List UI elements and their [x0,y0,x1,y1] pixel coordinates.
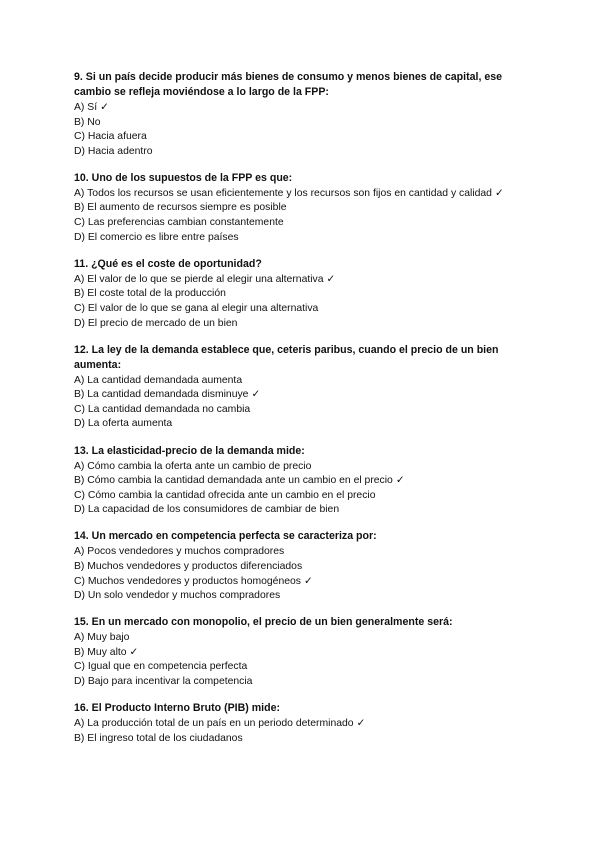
question-block [74,615,534,689]
answer-option-text: D) Bajo para incentivar la competencia [74,676,253,688]
answer-option [74,631,534,646]
answer-option-text: B) El aumento de recursos siempre es posible [74,202,287,214]
answer-option [74,732,534,747]
question-block [74,701,534,746]
checkmark-icon: ✓ [395,475,405,487]
answer-option [74,489,534,504]
answer-option-text: A) Todos los recursos se usan eficientemente y los recursos son fijos en cantidad y calidad [74,187,492,199]
question-title: 11. ¿Qué es el coste de oportunidad? [74,257,262,270]
answer-option-text: C) Hacia afuera [74,131,147,143]
answer-option [74,589,534,604]
answer-option [74,231,534,246]
answer-option [74,287,534,302]
answer-option-text: D) La oferta aumenta [74,418,173,430]
answer-option-text: D) El comercio es libre entre países [74,231,239,243]
question-title: 15. En un mercado con monopolio, el precio de un bien generalmente será: [74,616,453,629]
answer-option [74,403,534,418]
quiz-content [74,70,534,758]
checkmark-icon: ✓ [251,389,261,401]
answer-option-text: D) Un solo vendedor y muchos compradores [74,590,281,602]
answer-option [74,575,534,590]
answer-option-text: B) Muy alto [74,646,127,658]
question-title: 14. Un mercado en competencia perfecta se caracteriza por: [74,530,377,543]
answer-option-text: A) La producción total de un país en un periodo determinado [74,718,354,730]
answer-option-text: C) Cómo cambia la cantidad ofrecida ante un cambio en el precio [74,489,376,501]
answer-option-text: A) Cómo cambia la oferta ante un cambio de precio [74,460,312,472]
answer-option [74,503,534,518]
question-block [74,444,534,518]
answer-option [74,460,534,475]
answer-option [74,273,534,288]
answer-option-text: B) No [74,116,101,128]
answer-option [74,675,534,690]
answer-option-text: B) El coste total de la producción [74,288,226,300]
answer-option-text: C) El valor de lo que se gana al elegir una alternativa [74,302,319,314]
answer-option [74,302,534,317]
answer-option-text: D) La capacidad de los consumidores de cambiar de bien [74,504,340,516]
answer-option [74,374,534,389]
answer-option-text: B) Muchos vendedores y productos diferenciados [74,560,303,572]
answer-option-text: A) Pocos vendedores y muchos compradores [74,546,285,558]
answer-option-text: C) Igual que en competencia perfecta [74,661,248,673]
checkmark-icon: ✓ [326,273,336,285]
answer-option [74,417,534,432]
question-title: 9. Si un país decide producir más bienes de consumo y menos bienes de capital, ese cambio se refleja moviéndose a lo largo de la FPP: [74,71,503,98]
answer-option [74,201,534,216]
answer-option-text: B) El ingreso total de los ciudadanos [74,732,243,744]
question-block [74,529,534,603]
answer-option [74,474,534,489]
answer-option [74,560,534,575]
answer-option [74,145,534,160]
answer-option-text: C) La cantidad demandada no cambia [74,403,251,415]
answer-option [74,216,534,231]
answer-option-text: A) La cantidad demandada aumenta [74,374,243,386]
answer-option [74,717,534,732]
checkmark-icon: ✓ [100,102,109,113]
answer-option [74,317,534,332]
answer-option [74,660,534,675]
answer-option-text: C) Muchos vendedores y productos homogéneos [74,575,301,587]
checkmark-icon: ✓ [129,646,139,658]
checkmark-icon: ✓ [304,575,313,587]
question-title: 13. La elasticidad-precio de la demanda mide: [74,444,305,457]
answer-option-text: A) El valor de lo que se pierde al elegir una alternativa [74,273,324,285]
question-block [74,343,534,432]
checkmark-icon: ✓ [494,187,504,199]
answer-option [74,646,534,661]
answer-option-text: D) Hacia adentro [74,145,153,157]
question-block [74,257,534,331]
answer-option [74,116,534,131]
answer-option-text: C) Las preferencias cambian constantemente [74,217,284,229]
question-block [74,70,534,159]
answer-option-text: A) Sí [74,102,98,113]
answer-option [74,187,534,202]
answer-option-text: A) Muy bajo [74,632,130,644]
answer-option [74,101,534,116]
answer-option [74,545,534,560]
answer-option-text: D) El precio de mercado de un bien [74,317,238,329]
answer-option [74,130,534,145]
answer-option [74,388,534,403]
answer-option-text: B) Cómo cambia la cantidad demandada ante un cambio en el precio [74,475,393,487]
question-title: 16. El Producto Interno Bruto (PIB) mide: [74,702,280,715]
checkmark-icon: ✓ [356,718,366,730]
question-title: 12. La ley de la demanda establece que, ceteris paribus, cuando el precio de un bien aumenta: [74,343,499,371]
question-block [74,171,534,245]
answer-option-text: B) La cantidad demandada disminuye [74,389,249,401]
question-title: 10. Uno de los supuestos de la FPP es que: [74,171,293,184]
